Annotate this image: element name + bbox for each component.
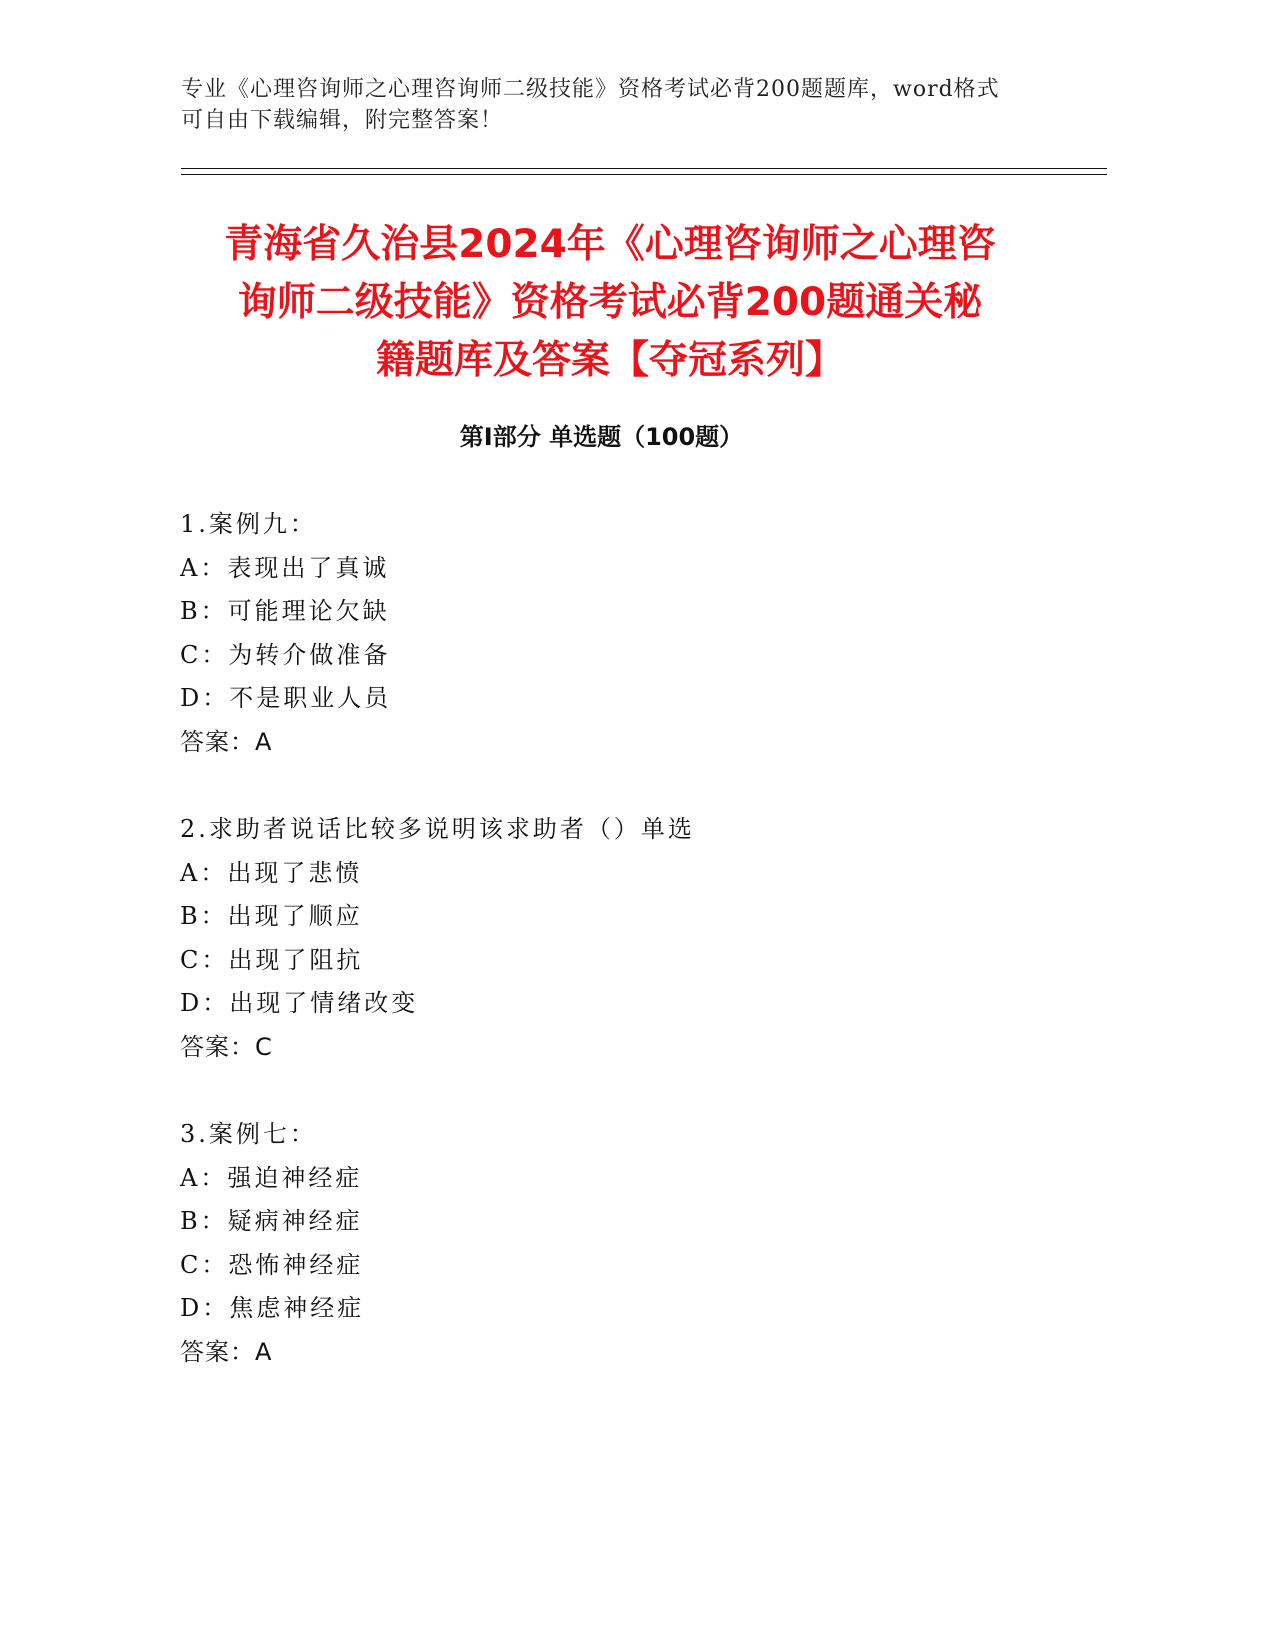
option-b: B：出现了顺应 bbox=[180, 902, 363, 930]
answer-line: 答案：A bbox=[180, 1337, 273, 1366]
document-title bbox=[150, 216, 1070, 390]
header-note-line-2: 可自由下载编辑，附完整答案！ bbox=[181, 108, 504, 133]
option-a: A：出现了悲愤 bbox=[180, 858, 363, 887]
question-item bbox=[180, 1113, 1080, 1374]
header-note bbox=[181, 74, 1081, 136]
option-c: C：恐怖神经症 bbox=[180, 1250, 364, 1279]
question-item bbox=[180, 503, 1080, 764]
option-c: C：出现了阻抗 bbox=[180, 945, 364, 974]
option-a: A：表现出了真诚 bbox=[180, 553, 390, 582]
option-c: C：为转介做准备 bbox=[180, 640, 391, 669]
option-d: D：不是职业人员 bbox=[180, 684, 392, 712]
header-rule-thin bbox=[181, 174, 1107, 175]
section-heading: 第Ⅰ部分 单选题（100题） bbox=[459, 423, 744, 451]
question-item bbox=[180, 808, 1080, 1069]
header-rule-thick bbox=[181, 168, 1107, 169]
option-b: B：可能理论欠缺 bbox=[180, 597, 390, 625]
title-line-1: 青海省久治县2024年《心理咨询师之心理咨 bbox=[224, 222, 996, 267]
option-b: B：疑病神经症 bbox=[180, 1207, 363, 1235]
question-stem: 2.求助者说话比较多说明该求助者（）单选 bbox=[180, 815, 695, 843]
option-d: D：焦虑神经症 bbox=[180, 1294, 365, 1322]
question-stem: 1.案例九： bbox=[180, 510, 317, 538]
title-line-3: 籍题库及答案【夺冠系列】 bbox=[375, 338, 844, 383]
answer-line: 答案：A bbox=[180, 727, 273, 756]
header-note-line-1: 专业《心理咨询师之心理咨询师二级技能》资格考试必背200题题库，word格式 bbox=[181, 77, 1000, 102]
question-stem: 3.案例七： bbox=[180, 1120, 317, 1148]
option-a: A：强迫神经症 bbox=[180, 1163, 363, 1192]
answer-line: 答案：C bbox=[180, 1032, 273, 1061]
title-line-2: 询师二级技能》资格考试必背200题通关秘 bbox=[237, 280, 983, 325]
option-d: D：出现了情绪改变 bbox=[180, 989, 419, 1017]
